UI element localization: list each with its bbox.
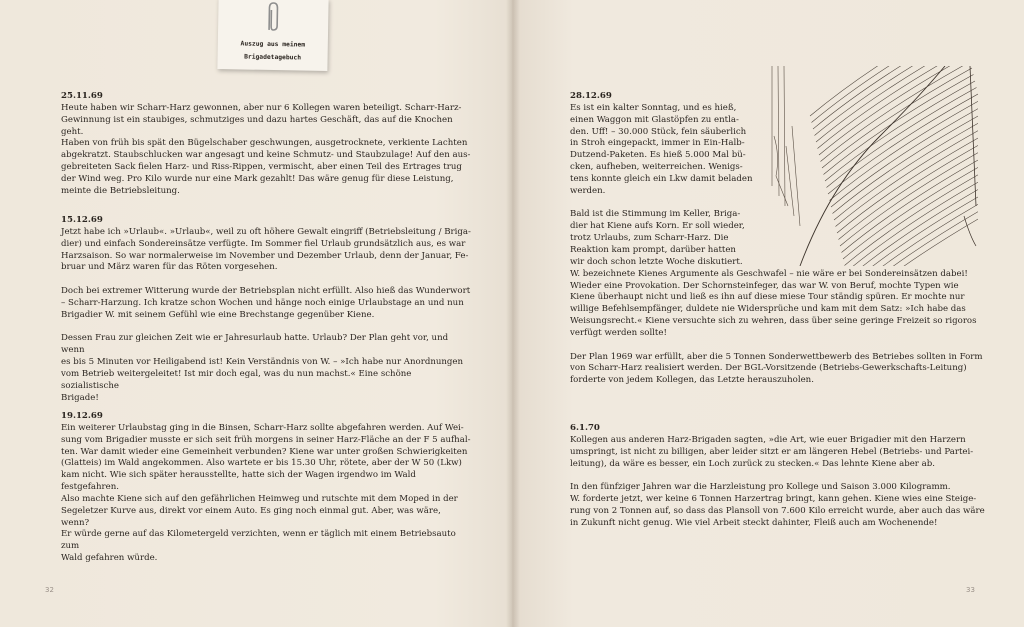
entry-line: Brigadier W. mit seinem Gefühl wie eine Brechstange gegenüber Kiene. xyxy=(61,309,375,320)
entry-line: Der Plan 1969 war erfüllt, aber die 5 Tonnen Sonderwettbewerb des Betriebes sollten in Form xyxy=(570,351,983,362)
entry-15-12-69 xyxy=(61,215,471,405)
entry-line: ten. War damit wieder eine Gemeinheit verbunden? Kiene war unter großen Schwierigkeiten xyxy=(61,446,468,457)
entry-line: sung vom Brigadier musste er sich seit früh morgens in seiner Harz-Fläche an der F 5 aufhal- xyxy=(61,434,471,445)
entry-line: in Stroh eingepackt, immer in Ein-Halb- xyxy=(570,138,745,149)
entry-line: Gewinnung ist ein staubiges, schmutziges und dazu hartes Geschäft, das auf die Knochen geht. xyxy=(61,114,453,137)
entry-line: dier) und einfach Sondereinsätze verfügte. Im Sommer fiel Urlaub grundsätzlich aus, es war xyxy=(61,238,466,249)
entry-line: rung von 2 Tonnen auf, so dass das Plansoll von 7.600 Kilo erreicht wurde, aber auch das wäre xyxy=(570,505,985,516)
page-number-right: 33 xyxy=(966,586,975,594)
entry-line: Heute haben wir Scharr-Harz gewonnen, aber nur 6 Kollegen waren beteiligt. Scharr-Harz- xyxy=(61,102,462,113)
entry-line: Er würde gerne auf das Kilometergeld verzichten, wenn er täglich mit einem Betriebsauto zum xyxy=(61,529,456,552)
entry-line: Harzsaison. So war normalerweise im November und Dezember Urlaub, denn der Januar, Fe- xyxy=(61,250,469,261)
entry-line: W. forderte jetzt, wer keine 6 Tonnen Harzertrag bringt, kann gehen. Kiene wies eine Steige- xyxy=(570,494,977,505)
entry-date: 15.12.69 xyxy=(61,215,103,225)
entry-line: kam nicht. Wie sich später herausstellte, hatte sich der Wagen irgendwo im Wald festgefahren. xyxy=(61,470,416,493)
entry-line: Dessen Frau zur gleichen Zeit wie er Jahresurlaub hatte. Urlaub? Der Plan geht vor, und wenn xyxy=(61,333,449,356)
entry-line: Also machte Kiene sich auf den gefährlichen Heimweg und rutschte mit dem Moped in der xyxy=(61,493,458,504)
entry-line: Haben von früh bis spät den Bügelschaber geschwungen, ausgetrocknete, verkiente Lachten xyxy=(61,138,468,149)
entry-19-12-69 xyxy=(61,411,471,565)
entry-line: Wald gefahren würde. xyxy=(61,553,158,564)
entry-line: Reaktion kam prompt, darüber hatten xyxy=(570,244,736,255)
entry-line: – Scharr-Harzung. Ich kratze schon Wochen und hänge noch einige Urlaubstage an und nun xyxy=(61,297,464,308)
entry-line: dier hat Kiene aufs Korn. Er soll wieder, xyxy=(570,221,745,232)
entry-line: in Zukunft nicht genug. Wie viel Arbeit steckt dahinter, Fleiß auch am Wochenende! xyxy=(570,517,938,528)
entry-line: trotz Urlaubs, zum Scharr-Harz. Die xyxy=(570,233,729,244)
entry-line: der Wind weg. Pro Kilo wurde nur eine Mark gezahlt! Das wäre genug für diese Leistung, xyxy=(61,173,454,184)
entry-line: abgekratzt. Staubschlucken war angesagt und keine Schmutz- und Staubzulage! Auf den aus- xyxy=(61,150,471,161)
entry-line: In den fünfziger Jahren war die Harzleistung pro Kollege und Saison 3.000 Kilogramm. xyxy=(570,482,951,493)
paperclip-icon xyxy=(263,0,284,34)
entry-6-1-70 xyxy=(570,423,990,530)
label-text xyxy=(217,37,327,65)
label-line-2: Brigadetagebuch xyxy=(244,53,302,62)
entry-line: (Glatteis) im Wald angekommen. Also wartete er bis 15.30 Uhr, rötete, aber der W 50 (Lkw) xyxy=(61,458,462,469)
book-gutter xyxy=(506,0,520,627)
entry-date: 6.1.70 xyxy=(570,423,600,433)
entry-line: vom Betrieb weitergeleitet! Ist mir doch egal, was du nun machst.« Eine schöne sozialistische xyxy=(61,368,412,391)
entry-date: 19.12.69 xyxy=(61,411,103,421)
entry-line: es bis 5 Minuten vor Heiligabend ist! Kein Verständnis von W. – »Ich habe nur Anordnungen xyxy=(61,357,464,368)
entry-line: Segeletzer Kurve aus, direkt vor einem Auto. Es ging noch einmal gut. Aber, was wäre, wenn? xyxy=(61,505,441,528)
entry-line: bruar und März waren für das Röten vorgesehen. xyxy=(61,262,278,273)
label-line-1: Auszug aus meinem xyxy=(240,40,306,49)
diary-label-card xyxy=(217,0,328,71)
entry-line: den. Uff! – 30.000 Stück, fein säuberlich xyxy=(570,126,747,137)
entry-line: Jetzt habe ich »Urlaub«. »Urlaub«, weil zu oft höhere Gewalt eingriff (Betriebsleitung / Briga- xyxy=(61,226,471,237)
entry-line: Bald ist die Stimmung im Keller, Briga- xyxy=(570,209,741,220)
entry-line: von Scharr-Harz realisiert werden. Der BGL-Vorsitzende (Betriebs-Gewerkschafts-Leitung) xyxy=(570,363,967,374)
entry-line: Es ist ein kalter Sonntag, und es hieß, xyxy=(570,102,737,113)
entry-28-12-69 xyxy=(570,91,990,387)
entry-line: willige Befehlsempfänger, duldete nie Widersprüche und kam mit dem Satz: »Ich habe das xyxy=(570,304,966,315)
entry-line: verfügt werden sollte! xyxy=(570,327,667,338)
entry-line: einen Waggon mit Glastöpfen zu entla- xyxy=(570,114,739,125)
entry-line: leitung), da wäre es besser, ein Loch zurück zu stecken.« Das lehnte Kiene aber ab. xyxy=(570,458,935,469)
entry-line: tens konnte gleich ein Lkw damit beladen xyxy=(570,173,753,184)
entry-line: Doch bei extremer Witterung wurde der Betriebsplan nicht erfüllt. Also hieß das Wunderwort xyxy=(61,286,471,297)
entry-date: 25.11.69 xyxy=(61,91,103,101)
entry-line: W. bezeichnete Kienes Argumente als Geschwafel – nie wäre er bei Sondereinsätzen dabei! xyxy=(570,268,968,279)
entry-line: cken, aufheben, weiterreichen. Wenigs- xyxy=(570,162,743,173)
entry-line: umspringt, ist nicht zu billigen, aber leider sitzt er am längeren Hebel (Betriebs- und Partei- xyxy=(570,446,974,457)
entry-line: Ein weiterer Urlaubstag ging in die Binsen, Scharr-Harz sollte abgefahren werden. Auf Wei- xyxy=(61,422,464,433)
entry-date: 28.12.69 xyxy=(570,91,612,101)
entry-line: gebreiteten Sack fielen Harz- und Riss-Rippen, vermischt, aber einen Teil des Ertrages trug xyxy=(61,162,462,173)
entry-line: Weisungsrecht.« Kiene versuchte sich zu wehren, dass über seine geringe Freizeit so rigoros xyxy=(570,316,977,327)
entry-line: werden. xyxy=(570,185,606,196)
entry-line: Wieder eine Provokation. Der Schornsteinfeger, das war W. von Beruf, mochte Typen wie xyxy=(570,280,959,291)
entry-line: Kiene überhaupt nicht und ließ es ihn auf diese miese Tour ständig spüren. Er mochte nur xyxy=(570,292,965,303)
entry-line: Brigade! xyxy=(61,392,99,403)
entry-25-11-69 xyxy=(61,91,471,198)
entry-line: forderte von jedem Kollegen, das Letzte herauszuholen. xyxy=(570,375,814,386)
entry-line: Dutzend-Paketen. Es hieß 5.000 Mal bü- xyxy=(570,150,746,161)
page-number-left: 32 xyxy=(45,586,54,594)
entry-line: Kollegen aus anderen Harz-Brigaden sagten, »die Art, wie euer Brigadier mit den Harzern xyxy=(570,434,966,445)
entry-line: wir doch schon letzte Woche diskutiert. xyxy=(570,256,743,267)
entry-line: meinte die Betriebsleitung. xyxy=(61,185,180,196)
